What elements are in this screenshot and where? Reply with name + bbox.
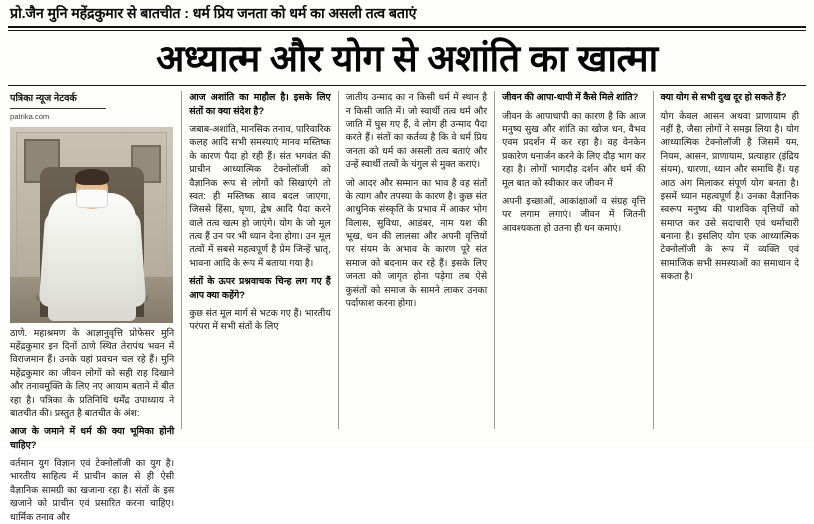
monk-portrait-photo: [10, 127, 173, 323]
paragraph: योग केवल आसन अथवा प्राणायाम ही नहीं है, जैसा लोगों ने समझ लिया है। योग आध्यात्मिक टेक्नोलॉजी है जिसमें यम, नियम, आसन, प्राणायाम, प्रत्याहार (इंद्रिय संयम), धारणा, ध्यान और समाधि हैं। यह आठ अंग मिलाकर संपूर्ण योग बनता है। इसमें ध्यान महत्वपूर्ण है। उनका वैज्ञानिक स्वरूप मनुष्य की पाशविक वृत्तियों को समाप्त कर उसे सदाचारी एवं धर्माचारी बनाना है। इसलिए योग एक आध्यात्मिक टेक्नोलॉजी के रूप में व्यक्ति एवं सामाजिक सभी समस्याओं का समाधान दे सकता है।: [660, 110, 800, 282]
divider-thick: [8, 26, 806, 28]
paragraph: अपनी इच्छाओं, आकांक्षाओं व संग्रह वृत्ति पर लगाम लगाएं। जीवन में जितनी आवश्यकता हो उतना ही धन कमाएं।: [502, 195, 646, 233]
paragraph: जबाब-अशांति, मानसिक तनाव, पारिवारिक कलह आदि सभी समस्याएं मानव मस्तिष्क के कारण पैदा हो रही हैं। संत भगवंत की प्राचीन आध्यात्मिक टेक्नोलॉजी को वैज्ञानिक रूप से लोगों को सिखाएंगे तो स्वत: ही मस्तिष्क स्राव बदल जाएगा, जिससे हिंसा, घृणा, द्वेष आदि पैदा करने वाले तत्व खत्म हो जाएंगे। योग के जो मूल तत्व हैं उन पर भी ध्यान देना होगा। उन मूल तत्वों में सबसे महत्वपूर्ण है प्रेम जिन्हें भ्रातृ, भावना आदि के रूप में बताया गया है।: [189, 124, 331, 268]
paragraph: कुछ संत मूल मार्ग से भटक गए हैं। भारतीय परंपरा में सभी संतों के लिए: [189, 307, 331, 332]
byline-site: patrika.com: [10, 111, 50, 121]
paragraph: वर्तमान युग विज्ञान एवं टेक्नोलॉजी का युग है। भारतीय साहित्य में प्राचीन काल से ही ऐसी वैज्ञानिक सामग्री का खजाना रहा है। संतों के इस खजाने को प्राचीन एवं प्रसारित करना चाहिए। धार्मिक तनाव और: [10, 458, 175, 522]
byline-name: पत्रिका न्यूज नेटवर्क: [10, 93, 77, 105]
photo-face-mask: [76, 189, 108, 208]
interview-question: क्या योग से सभी दुख दूर हो सकते हैं?: [660, 92, 787, 103]
article-columns: [8, 91, 806, 522]
article-column-1: [8, 91, 181, 522]
article-column-3: [338, 91, 494, 429]
photo-hair: [75, 169, 109, 185]
page-title: अध्यात्म और योग से अशांति का खात्मा: [156, 37, 658, 79]
interview-question: आज के जमाने में धर्म की क्या भूमिका होनी चाहिए?: [10, 426, 175, 450]
byline-underline: [10, 108, 106, 109]
paragraph: जो आदर और सम्मान का भाव है वह संतों के त्याग और तपस्या के कारण है। कुछ संत आधुनिक संस्कृति के प्रभाव में आकर भोग विलास, सुविधा, आडंबर, नाम यश की भूख, धन की लालसा और अपनी वृत्तियों पर संयम के अभाव के कारण पूरे संत समाज को बदनाम कर रहे हैं। इसके लिए जनता को जागृत होना पड़ेगा तब ऐसे कुसंतों को समाज के सामने लाकर उनका पर्दाफाश करना होगा।: [345, 177, 488, 308]
interview-question: संतों के ऊपर प्रश्नवाचक चिन्ह लग गए हैं आप क्या कहेंगे?: [189, 276, 331, 300]
article-column-5: [653, 91, 806, 429]
paragraph: जीवन के आपाधापी का कारण है कि आज मनुष्य सुख और शांति का खोज धन, वैभव एवम प्रदर्शन में कर रहा है। वह वेनकेन प्रकारेण धनार्जन करने के लिए दौड़ भाग कर रहा है। लोगों भागदौड़ दर्शन और धर्म की मूल बात को स्वीकार कर जीवन में: [502, 110, 646, 188]
photo-robe: [48, 193, 136, 321]
divider-under-headline: [8, 85, 806, 86]
article-column-2: [181, 91, 337, 429]
paragraph: ठाणे. महाश्रमण के आज्ञानुवृत्ति प्रोफेसर मुनि महेंद्रकुमार इन दिनों ठाणे स्थित तेरापंथ भवन में विराजमान हैं। उनके यहां प्रवचन चल रहे हैं। मुनि महेंद्रकुमार का जीवन लोगों को सही राह दिखाने और तनावमुक्ति के लिए नए आयाम बताने में बीत रहा है। पत्रिका के प्रतिनिधि धर्मेंद्र उपाध्याय ने बातचीत की। प्रस्तुत है बातचीत के अंश:: [10, 327, 175, 418]
article-column-4: [494, 91, 652, 429]
paragraph: जातीय उन्माद का न किसी धर्म में स्थान है न किसी जाति में। जो स्वार्थी तत्व धर्म और जाति में घुस गए हैं, वे लोग ही उन्माद पैदा करते हैं। संतों का कर्तव्य है कि वे धर्म प्रिय जनता को धर्म का असली तत्व बताएं और उन्हें स्वार्थी तत्वों के चंगुल से मुक्त कराएं।: [345, 92, 488, 170]
interview-question: आज अशांति का माहौल है। इसके लिए संतों का क्या संदेश है?: [189, 92, 331, 116]
kicker-headline: प्रो.जैन मुनि महेंद्रकुमार से बातचीत : धर्म प्रिय जनता को धर्म का असली तत्व बताएं: [10, 6, 417, 22]
interview-question: जीवन की आपा-धापी में कैसे मिले शांति?: [502, 92, 639, 103]
